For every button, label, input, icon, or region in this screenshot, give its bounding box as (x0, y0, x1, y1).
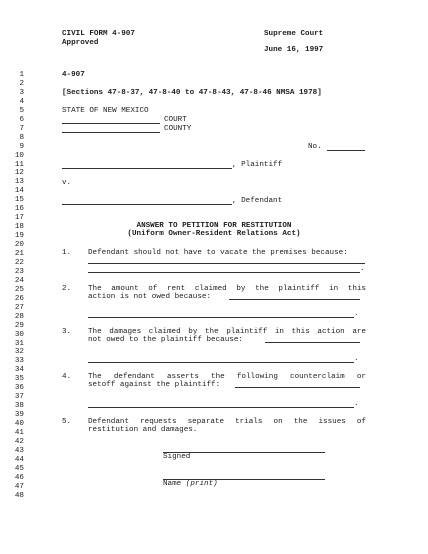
statute-sections: [Sections 47-8-37, 47-8-40 to 47-8-43, 47-8-46 NMSA 1978] (62, 89, 322, 97)
line-number: 40 (14, 420, 24, 429)
court-name-field[interactable] (62, 123, 160, 124)
line-number: 26 (14, 294, 24, 303)
line-number: 8 (19, 133, 24, 142)
line-number: 13 (14, 178, 24, 187)
item-3-period: . (354, 355, 359, 363)
form-number: 4-907 (62, 71, 85, 79)
item-4-text-line-2: setoff against the plaintiff: (88, 381, 221, 389)
item-3-text-line-2: not owed to the plaintiff because: (88, 336, 243, 344)
item-4-text-line-1: The defendant asserts the following counterclaim or (88, 373, 366, 381)
line-number: 35 (14, 375, 24, 384)
name-label: Name (163, 480, 182, 488)
versus-label: v. (62, 179, 72, 187)
printed-name-label (163, 480, 218, 489)
line-number: 20 (14, 241, 24, 250)
plaintiff-label: , Plaintiff (232, 161, 283, 169)
item-1-text: Defendant should not have to vacate the premises because: (88, 249, 348, 257)
item-3-number: 3. (62, 328, 72, 336)
line-number: 19 (14, 232, 24, 241)
line-number: 33 (14, 357, 24, 366)
item-5-number: 5. (62, 418, 72, 426)
line-number: 29 (14, 321, 24, 330)
item-3-answer-line-2[interactable] (88, 362, 354, 363)
court-caption: COURT (164, 116, 187, 124)
line-number: 41 (14, 429, 24, 437)
item-2-answer-line-1[interactable] (229, 299, 360, 300)
line-number: 14 (14, 187, 24, 196)
approved-label: Approved (62, 39, 99, 47)
print-hint: (print) (185, 480, 218, 488)
line-number: 15 (14, 196, 24, 205)
item-5-text-line-2: restitution and damages. (88, 426, 198, 434)
line-number: 12 (14, 169, 24, 178)
item-1-number: 1. (62, 249, 72, 257)
line-number: 11 (14, 160, 24, 169)
item-2-text-line-1: The amount of rent claimed by the plaintiff in this (88, 285, 366, 293)
item-5-text-line-1: Defendant requests separate trials on the issues of (88, 418, 366, 426)
approval-date: June 16, 1997 (264, 46, 324, 54)
line-number: 48 (14, 491, 24, 500)
line-number: 45 (14, 464, 24, 473)
line-number: 6 (19, 115, 24, 124)
line-number: 5 (19, 106, 24, 115)
line-number: 39 (14, 411, 24, 420)
item-2-period: . (354, 310, 359, 318)
county-caption: COUNTY (164, 125, 192, 133)
item-1-period: . (360, 265, 365, 273)
county-name-field[interactable] (62, 132, 160, 133)
item-1-answer-line-1[interactable] (88, 263, 365, 264)
line-number: 18 (14, 223, 24, 232)
line-number: 31 (14, 339, 24, 348)
line-number: 4 (19, 97, 24, 106)
line-number: 24 (14, 276, 24, 285)
line-number: 9 (19, 142, 24, 151)
line-number: 37 (14, 393, 24, 402)
line-number: 17 (14, 214, 24, 223)
plaintiff-name-field[interactable] (62, 168, 232, 169)
item-4-period: . (354, 400, 359, 408)
line-number: 21 (14, 250, 24, 258)
item-3-answer-line-1[interactable] (265, 342, 360, 343)
form-title: CIVIL FORM 4-907 (62, 30, 135, 38)
line-number: 27 (14, 303, 24, 312)
line-number: 38 (14, 402, 24, 411)
document-title: ANSWER TO PETITION FOR RESTITUTION (136, 222, 292, 230)
line-number: 46 (14, 473, 24, 482)
line-number: 34 (14, 366, 24, 375)
item-2-text-line-2: action is not owed because: (88, 293, 212, 301)
court-label: Supreme Court (264, 30, 324, 38)
item-4-number: 4. (62, 373, 72, 381)
item-4-answer-line-1[interactable] (235, 387, 360, 388)
item-3-text-line-1: The damages claimed by the plaintiff in this action are (88, 328, 366, 336)
line-number: 1 (19, 71, 24, 79)
line-number: 16 (14, 205, 24, 214)
document-subtitle: (Uniform Owner-Resident Relations Act) (127, 230, 301, 238)
line-number: 36 (14, 384, 24, 393)
item-4-answer-line-2[interactable] (88, 407, 354, 408)
case-number-label: No. (308, 143, 322, 151)
item-2-number: 2. (62, 285, 72, 293)
item-2-answer-line-2[interactable] (88, 317, 354, 318)
signed-label: Signed (163, 453, 191, 461)
defendant-name-field[interactable] (62, 204, 232, 205)
line-number: 47 (14, 482, 24, 491)
line-number: 42 (14, 437, 24, 446)
line-number: 44 (14, 455, 24, 464)
line-number: 10 (14, 151, 24, 160)
case-number-field[interactable] (327, 150, 365, 151)
line-number: 43 (14, 446, 24, 455)
defendant-label: , Defendant (232, 197, 283, 205)
line-number: 3 (19, 88, 24, 97)
line-number: 28 (14, 312, 24, 321)
state-caption: STATE OF NEW MEXICO (62, 107, 149, 115)
line-number: 2 (19, 79, 24, 88)
line-number: 22 (14, 258, 24, 267)
line-number: 32 (14, 348, 24, 357)
item-1-answer-line-2[interactable] (88, 272, 360, 273)
line-number: 23 (14, 267, 24, 276)
line-number: 30 (14, 330, 24, 339)
line-number: 25 (14, 285, 24, 294)
line-number: 7 (19, 124, 24, 133)
